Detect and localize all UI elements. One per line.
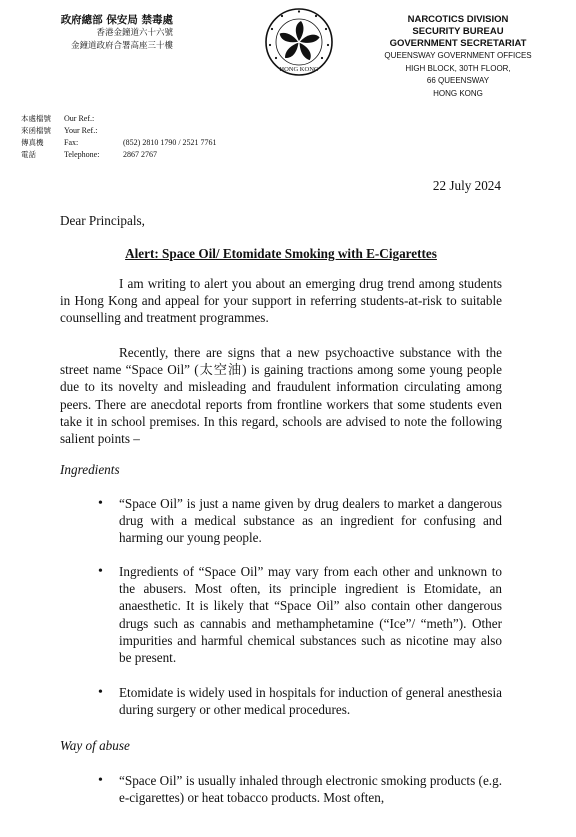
ref-label-en: Telephone: xyxy=(64,150,100,159)
chinese-letterhead xyxy=(40,14,173,53)
section-heading-ingredients: Ingredients xyxy=(60,462,120,477)
ref-value: (852) 2810 1790 / 2521 7761 xyxy=(123,138,217,147)
ref-label-en: Your Ref.: xyxy=(64,126,98,135)
english-letterhead xyxy=(382,14,534,100)
ref-label-en: Fax: xyxy=(64,138,79,147)
ref-value: 2867 2767 xyxy=(123,150,157,159)
bauhinia-emblem-icon xyxy=(264,7,334,77)
bullet-icon: • xyxy=(98,773,103,788)
ref-row-your-ref xyxy=(21,125,281,137)
emblem-label: HONG KONG xyxy=(279,66,319,73)
bullet-item-space-oil-name: “Space Oil” is just a name given by drug dealers to market a dangerous drug with a medical substance as an ingredient for confusing and harming our young people. xyxy=(119,496,502,546)
bullet-icon: • xyxy=(98,496,103,511)
ref-label-cn: 來函檔號 xyxy=(21,126,51,135)
address-line4: HONG KONG xyxy=(433,88,483,98)
address-line3: 66 QUEENSWAY xyxy=(426,76,490,85)
address-line2: HIGH BLOCK, 30TH FLOOR, xyxy=(405,63,511,73)
address-line1: QUEENSWAY GOVERNMENT OFFICES xyxy=(384,51,532,60)
paragraph-recently: Recently, there are signs that a new psychoactive substance with the street name “Space Oil” (太空油) is gaining tractions among some young people due to its novelty and misleading and fraudulent information circulating among peers. There are anecdotal reports from frontline workers that some students even take it in school premises. In this regard, schools are advised to note the following salient points – xyxy=(60,345,502,447)
division-name: NARCOTICS DIVISION xyxy=(407,14,509,25)
bullet-item-inhalation: “Space Oil” is usually inhaled through electronic smoking products (e.g. e-cigarettes) or heat tobacco products. Most often, xyxy=(119,773,502,806)
bullet-icon: • xyxy=(98,564,103,579)
ref-label-cn: 本處檔號 xyxy=(21,114,51,123)
bullet-item-ingredients: Ingredients of “Space Oil” may vary from each other and unknown to the abusers. Most often, its principle ingredient is Etomidate, an anaesthetic. It is likely that “Space Oil” also contain other dangerous drugs such as cannabis and methamphetamine (“Ice”/ “meth”). Other impurities and harmful chemical substances such as nicotine may also be present. xyxy=(119,564,502,666)
section-heading-way-of-abuse: Way of abuse xyxy=(60,738,130,753)
chinese-address-line2: 金鐘道政府合署高座三十樓 xyxy=(70,41,173,51)
chinese-address-line1: 香港金鐘道六十六號 xyxy=(96,28,173,38)
bullet-item-etomidate: Etomidate is widely used in hospitals for induction of general anesthesia during surgery or other medical procedures. xyxy=(119,685,502,718)
ref-label-cn: 電話 xyxy=(21,150,36,159)
chinese-department: 政府總部 保安局 禁毒處 xyxy=(60,14,173,26)
secretariat-name: GOVERNMENT SECRETARIAT xyxy=(389,38,527,49)
hksar-emblem xyxy=(264,7,334,77)
salutation: Dear Principals, xyxy=(60,213,145,228)
ref-label-en: Our Ref.: xyxy=(64,114,95,123)
bureau-name: SECURITY BUREAU xyxy=(412,26,504,37)
paragraph-intro: I am writing to alert you about an emerging drug trend among students in Hong Kong and appeal for your support in referring students-at-risk to suitable counselling and treatment programmes. xyxy=(60,276,502,326)
ref-row-fax xyxy=(21,137,281,149)
ref-row-telephone xyxy=(21,149,281,161)
letter-date: 22 July 2024 xyxy=(432,178,501,193)
reference-block xyxy=(21,113,281,161)
bullet-icon: • xyxy=(98,685,103,700)
ref-row-our-ref xyxy=(21,113,281,125)
letter-title: Alert: Space Oil/ Etomidate Smoking with E-Cigarettes xyxy=(125,246,437,261)
ref-label-cn: 傳真機 xyxy=(21,138,44,147)
